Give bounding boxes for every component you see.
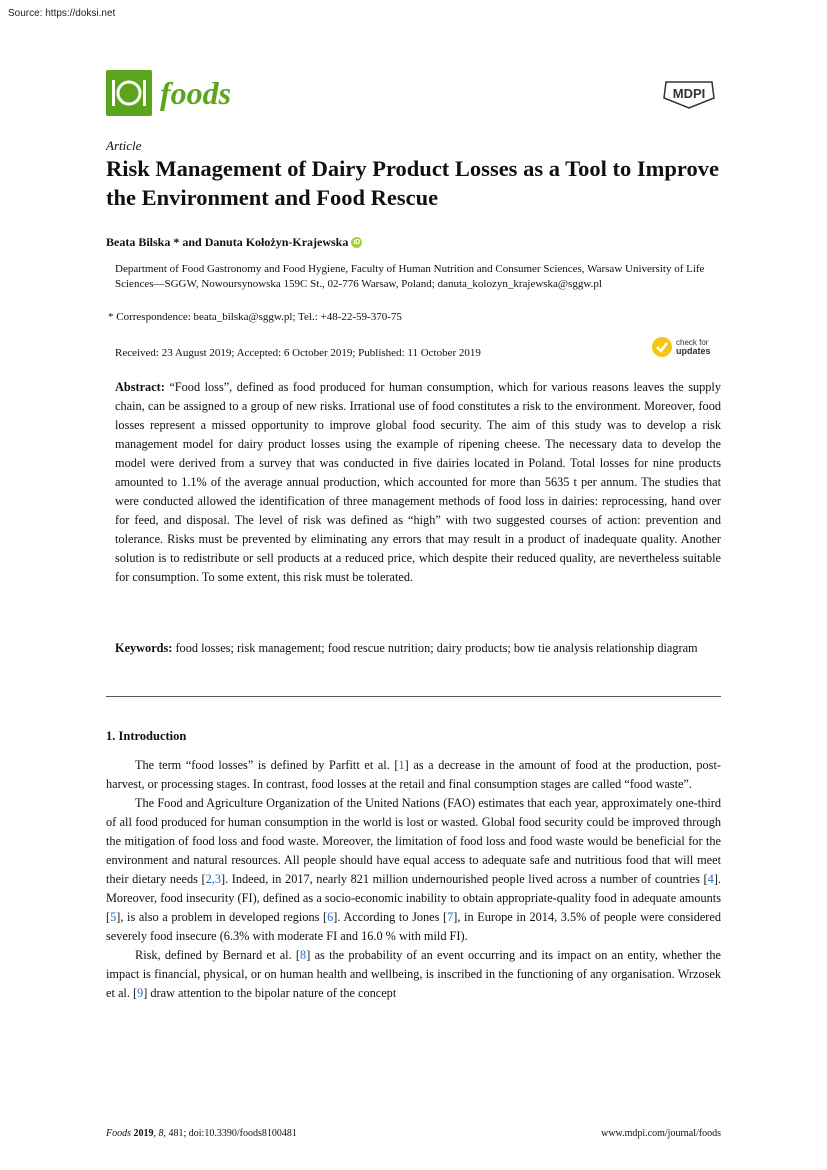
citation-link[interactable]: 2 bbox=[205, 872, 212, 886]
check-for-updates-label: check for updates bbox=[676, 338, 711, 356]
citation-link[interactable]: 4 bbox=[707, 872, 714, 886]
abstract-text: “Food loss”, defined as food produced for human consumption, which for various reasons leaves the supply chain, can be assigned to a group of new risks. Irrational use of food constitutes a risk to the environment. Moreover, food losses represent a missed opportunity to improve global food security. The aim of this study was to develop a risk management model for dairy product losses using the example of ripening cheese. The necessary data to develop the model were derived from a survey that was conducted in five dairies located in Poland. Total losses for nine products amounted to 1.1% of the average annual production, which accounted for more than 5635 t per annum. The studies that were conducted allowed the identification of three management methods of food loss in dairies: reprocessing, hand over for feed, and disposal. The level of risk was defined as “high” with two suggested courses of action: prevention and tolerance. Risks must be prevented by eliminating any errors that may result in a product of inadequate quality. Another solution is to redistribute or sell products at a reduced price, which despite their reduced quality, are nevertheless suitable for consumption. To some extent, this risk must be tolerated. bbox=[115, 380, 721, 584]
affiliation: Department of Food Gastronomy and Food Hygiene, Faculty of Human Nutrition and Consumer Sciences, Warsaw University of Life Sciences—SGGW, Nowoursynowska 159C St., 02-776 Warsaw, Poland; danuta_kolozyn_krajewska@sggw.pl bbox=[115, 263, 705, 290]
paragraph: The term “food losses” is defined by Parfitt et al. [1] as a decrease in the amount of food at the production, post-harvest, or processing stages. In contrast, food losses at the retail and final consumption stages are called “food waste”. bbox=[106, 758, 721, 791]
keywords bbox=[115, 639, 721, 658]
paragraph: Risk, defined by Bernard et al. [8] as the probability of an event occurring and its impact on an entity, whether the impact is financial, physical, or on human health and wellbeing, is inscribed in the functioning of any organisation. Wrzosek et al. [9] draw attention to the bipolar nature of the concept bbox=[106, 948, 722, 1000]
journal-logo[interactable] bbox=[106, 70, 231, 116]
abstract bbox=[115, 378, 721, 587]
section-divider bbox=[106, 696, 721, 697]
section-heading: 1. Introduction bbox=[106, 729, 187, 743]
citation-link[interactable]: 6 bbox=[327, 910, 334, 924]
keywords-label: Keywords: bbox=[115, 641, 173, 655]
citation-link[interactable]: 1 bbox=[398, 758, 405, 772]
author-list bbox=[106, 235, 362, 250]
source-label: Source: https://doksi.net bbox=[8, 8, 116, 19]
citation-link[interactable]: 5 bbox=[110, 910, 117, 924]
article-type: Article bbox=[106, 138, 142, 153]
check-for-updates-button[interactable] bbox=[652, 337, 711, 357]
citation-link[interactable]: 9 bbox=[137, 986, 144, 1000]
abstract-label: Abstract: bbox=[115, 380, 165, 394]
checkmark-icon bbox=[652, 337, 672, 357]
publisher-name: MDPI bbox=[672, 86, 706, 101]
authors-text: Beata Bilska * and Danuta Kołożyn-Krajewska bbox=[106, 235, 349, 249]
body-text bbox=[106, 756, 721, 1003]
journal-name: foods bbox=[160, 74, 232, 111]
publication-dates: Received: 23 August 2019; Accepted: 6 October 2019; Published: 11 October 2019 bbox=[115, 347, 481, 359]
citation-link[interactable]: 3 bbox=[214, 872, 221, 886]
keywords-text: food losses; risk management; food rescue nutrition; dairy products; bow tie analysis relationship diagram bbox=[172, 641, 698, 655]
orcid-icon[interactable]: iD bbox=[353, 239, 361, 246]
citation-link[interactable]: 8 bbox=[300, 948, 307, 962]
footer-citation: Foods 2019, 8, 481; doi:10.3390/foods8100481 bbox=[106, 1128, 297, 1139]
correspondence: * Correspondence: beata_bilska@sggw.pl; Tel.: +48-22-59-370-75 bbox=[108, 311, 402, 323]
paragraph: The Food and Agriculture Organization of the United Nations (FAO) estimates that each year, approximately one-third of all food produced for human consumption in the world is lost or wasted. Global food security could be improved through the mitigation of food loss and food waste. Moreover, the limitation of food loss and food waste would be beneficial for the environment and natural resources. All people should have equal access to adequate safe and nutritious food that will meet their dietary needs [2,3]. Indeed, in 2017, nearly 821 million undernourished people lived across a number of countries [4]. Moreover, food insecurity (FI), defined as a socio-economic inability to obtain appropriate-quality food in adequate amounts [5], is also a problem in developed regions [6]. According to Jones [7], in Europe in 2014, 3.5% of people were considered severely food insecure (6.3% with moderate FI and 16.0 % with mild FI). bbox=[106, 796, 721, 943]
paper-title: Risk Management of Dairy Product Losses as a Tool to Improve the Environment and Food Rescue bbox=[106, 156, 719, 210]
citation-link[interactable]: 7 bbox=[447, 910, 454, 924]
food-plate-icon bbox=[106, 70, 152, 116]
publisher-logo[interactable] bbox=[660, 78, 718, 110]
footer-url[interactable]: www.mdpi.com/journal/foods bbox=[601, 1128, 721, 1139]
